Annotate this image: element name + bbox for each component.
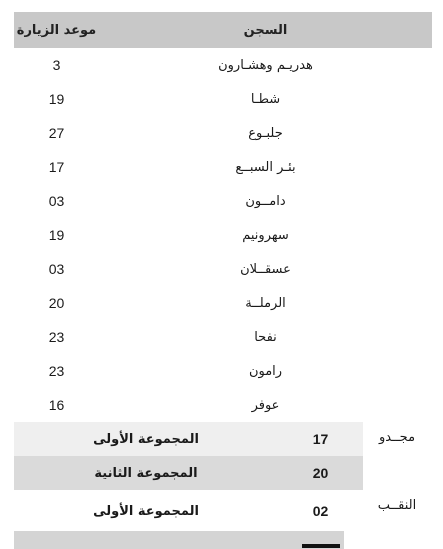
table-row [14,388,432,422]
prison-name: سهرونيم [242,227,289,243]
footer-divider [302,544,340,548]
group-row [14,494,363,528]
prison-name: نفحا [254,329,277,345]
visit-date: 3 [52,57,61,73]
visit-date: 17 [312,431,329,447]
group-name: المجموعة الأولى [93,431,199,447]
visit-date: 20 [48,295,65,311]
grouped-prison-rows [14,422,432,530]
visit-date: 16 [48,397,65,413]
group-name: المجموعة الثانية [94,465,198,481]
visit-date: 17 [48,159,65,175]
visit-date: 27 [48,125,65,141]
table-header [14,12,432,48]
table-row [14,218,432,252]
visit-schedule-table [14,12,432,530]
table-row [14,286,432,320]
table-row [14,320,432,354]
visit-date: 20 [312,465,329,481]
prison-name: بئـر السبــع [235,159,296,175]
table-row [14,354,432,388]
table-row [14,82,432,116]
visit-date: 19 [48,227,65,243]
table-row [14,116,432,150]
prison-name: رامون [248,363,283,379]
prison-name: هدريـم وهشـارون [218,57,313,73]
prison-name: الرملــة [245,295,286,311]
group-row [14,422,363,456]
prison-name: عسقــلان [240,261,291,277]
prison-rows [14,48,432,422]
group-name: المجموعة الأولى [93,503,199,519]
visit-date: 23 [48,363,65,379]
visit-date: 23 [48,329,65,345]
table-row [14,184,432,218]
prison-name-megiddo: مجــدو [378,430,416,445]
table-row [14,252,432,286]
group-row [14,456,363,490]
table-row [14,150,432,184]
visit-date: 03 [48,193,65,209]
footer-bar [14,531,344,549]
prison-name: شطـا [250,91,281,107]
prison-name-naqab: النقــب [377,498,417,513]
header-prison: السجن [243,22,288,38]
prison-name: جلبـوع [248,125,283,141]
header-visit-date: موعد الزيارة [16,22,97,38]
prison-name: دامــون [245,193,286,209]
visit-date: 02 [312,503,329,519]
visit-date: 03 [48,261,65,277]
table-row [14,48,432,82]
prison-name: عوفر [251,397,280,413]
visit-date: 19 [48,91,65,107]
